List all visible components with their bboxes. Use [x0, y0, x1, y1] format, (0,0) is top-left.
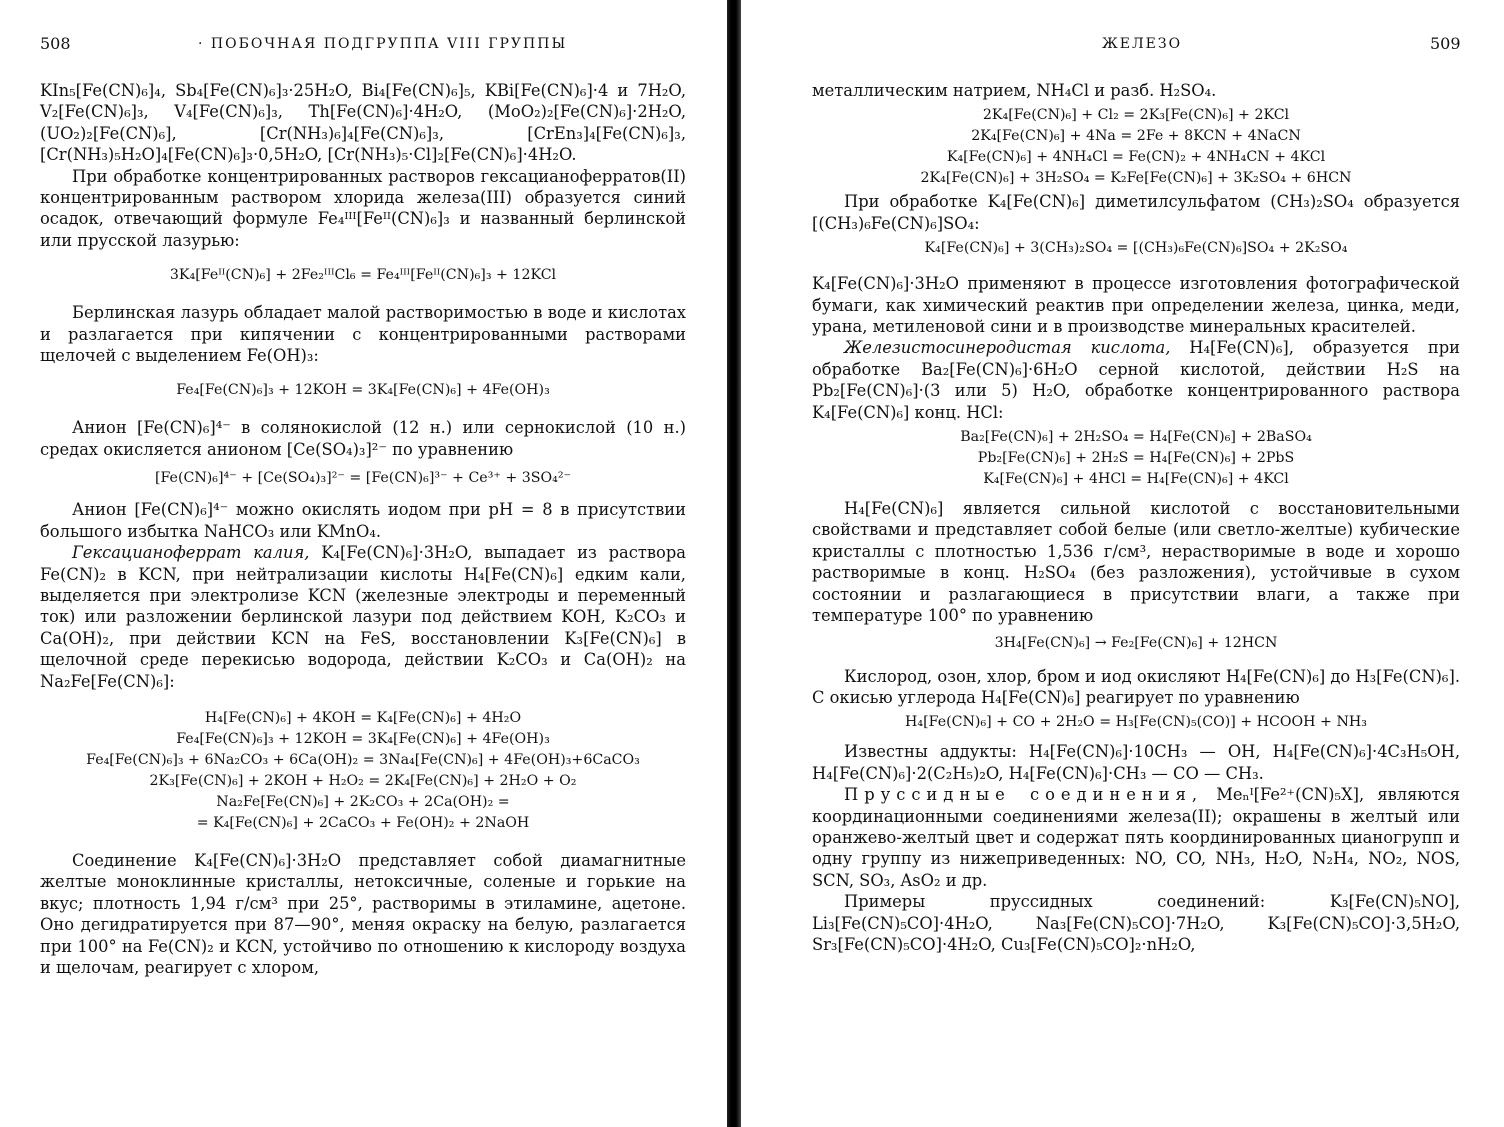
- equation: Fe₄[Fe(CN)₆]₃ + 12KOH = 3K₄[Fe(CN)₆] + 4Fe(OH)₃: [176, 382, 550, 399]
- text-column: [40, 80, 686, 978]
- term-italic: Гексацианоферрат калия,: [72, 543, 310, 563]
- paragraph: Железистосинеродистая кислота, H₄[Fe(CN)₆], образуется при обработке Ba₂[Fe(CN)₆]·6H₂O серной кислотой, действии H₂S на Pb₂[Fe(CN)₆]·(3 или 5) H₂O, обработке концентрированного раствора K₄[Fe(CN)₆] конц. HCl:: [812, 338, 1460, 422]
- text-column: [812, 80, 1460, 955]
- paragraph: Известны аддукты: H₄[Fe(CN)₆]·10CH₃ — OH, H₄[Fe(CN)₆]·4C₃H₅OH, H₄[Fe(CN)₆]·2(C₂H₅)₂O, H₄[Fe(CN)₆]·CH₃ — CO — CH₃.: [812, 742, 1460, 783]
- equation: 3K₄[Feᴵᴵ(CN)₆] + 2Fe₂ᴵᴵᴵCl₆ = Fe₄ᴵᴵᴵ[Feᴵᴵ(CN)₆]₃ + 12KCl: [169, 267, 557, 284]
- term-spaced: Прусcидные соединения,: [844, 785, 1204, 805]
- equation: = K₄[Fe(CN)₆] + 2CaCO₃ + Fe(OH)₂ + 2NaOH: [196, 814, 530, 831]
- paragraph: При обработке K₄[Fe(CN)₆] диметилсульфатом (CH₃)₂SO₄ образуется [(CH₃)₆Fe(CN)₆]SO₄:: [812, 192, 1460, 233]
- left-page: [0, 0, 728, 1127]
- paragraph: Анион [Fe(CN)₆]⁴⁻ в солянокислой (12 н.) или сернокислой (10 н.) средах окисляется анионом [Ce(SO₄)₃]²⁻ по уравнению: [40, 418, 686, 459]
- book-gutter: [727, 0, 741, 1127]
- equation: 3H₄[Fe(CN)₆] → Fe₂[Fe(CN)₆] + 12HCN: [994, 634, 1278, 651]
- equation: Na₂Fe[Fe(CN)₆] + 2K₂CO₃ + 2Ca(OH)₂ =: [216, 793, 510, 810]
- running-head: · ПОБОЧНАЯ ПОДГРУППА VIII ГРУППЫ: [198, 36, 568, 52]
- page-number: 509: [1430, 34, 1461, 53]
- equation: Fe₄[Fe(CN)₆]₃ + 6Na₂CO₃ + 6Ca(OH)₂ = 3Na₄[Fe(CN)₆] + 4Fe(OH)₃+6CaCO₃: [86, 751, 640, 768]
- paragraph: K₄[Fe(CN)₆]·3H₂O применяют в процессе изготовления фотографической бумаги, как химический реактив при определении железа, цинка, меди, урана, метиленовой сини и в производстве минеральных красителей.: [812, 274, 1460, 337]
- term-italic: Железистосинеродистая кислота,: [844, 338, 1171, 358]
- equation: K₄[Fe(CN)₆] + 3(CH₃)₂SO₄ = [(CH₃)₆Fe(CN)₆]SO₄ + 2K₂SO₄: [924, 240, 1348, 257]
- equation: Pb₂[Fe(CN)₆] + 2H₂S = H₄[Fe(CN)₆] + 2PbS: [977, 450, 1295, 467]
- running-head: ЖЕЛЕЗО: [1102, 36, 1183, 52]
- paragraph: H₄[Fe(CN)₆] является сильной кислотой с восстановительными свойствами и представляет собой белые (или светло-желтые) кубические кристаллы с плотностью 1,536 г/см³, нерастворимые в воде и хорошо растворимые в конц. H₂SO₄ (без разложения), устойчивые в сухом состоянии и разлагающиеся в присутствии влаги, а также при температуре 100° по уравнению: [812, 499, 1460, 626]
- paragraph: Соединение K₄[Fe(CN)₆]·3H₂O представляет собой диамагнитные желтые моноклинные кристаллы, нетоксичные, соленые и горькие на вкус; плотность 1,94 г/см³ при 25°, растворимы в этиламине, ацетоне. Оно дегидратируется при 87—90°, меняя окраску на белую, разлагается при 100° на Fe(CN)₂ и KCN, устойчиво по отношению к кислороду воздуха и щелочам, реагирует с хлором,: [40, 850, 686, 977]
- paragraph: При обработке концентрированных растворов гексацианоферратов(II) концентрированным раствором хлорида железа(III) образуется синий осадок, отвечающий формуле Fe₄ᴵᴵᴵ[Feᴵᴵ(CN)₆]₃ и названный берлинской или прусской лазурью:: [40, 166, 686, 250]
- equation: 2K₄[Fe(CN)₆] + Cl₂ = 2K₃[Fe(CN)₆] + 2KCl: [982, 107, 1290, 124]
- paragraph: Берлинская лазурь обладает малой растворимостью в воде и кислотах и разлагается при кипячении с концентрированными растворами щелочей с выделением Fe(OH)₃:: [40, 303, 686, 366]
- equation: 2K₄[Fe(CN)₆] + 3H₂SO₄ = K₂Fe[Fe(CN)₆] + 3K₂SO₄ + 6HCN: [920, 170, 1352, 187]
- equation: K₄[Fe(CN)₆] + 4NH₄Cl = Fe(CN)₂ + 4NH₄CN + 4KCl: [946, 149, 1326, 166]
- equation: H₄[Fe(CN)₆] + 4KOH = K₄[Fe(CN)₆] + 4H₂O: [204, 709, 522, 726]
- equation: [Fe(CN)₆]⁴⁻ + [Ce(SO₄)₃]²⁻ = [Fe(CN)₆]³⁻ + Ce³⁺ + 3SO₄²⁻: [154, 470, 572, 487]
- paragraph: Гексацианоферрат калия, K₄[Fe(CN)₆]·3H₂O, выпадает из раствора Fe(CN)₂ в KCN, при нейтрализации кислоты H₄[Fe(CN)₆] едким кали, выделяется при электролизе KCN (железные электроды и переменный ток) или разложении берлинской лазури под действием KOH, K₂CO₃ и Ca(OH)₂, при действии KCN на FeS, восстановлении K₃[Fe(CN)₆] в щелочной среде перекисью водорода, действии K₂CO₃ и Ca(OH)₂ на Na₂Fe[Fe(CN)₆]:: [40, 543, 686, 691]
- equation: Ba₂[Fe(CN)₆] + 2H₂SO₄ = H₄[Fe(CN)₆] + 2BaSO₄: [960, 429, 1312, 446]
- right-page: [740, 0, 1504, 1127]
- equation: 2K₄[Fe(CN)₆] + 4Na = 2Fe + 8KCN + 4NaCN: [971, 128, 1301, 145]
- paragraph: металлическим натрием, NH₄Cl и разб. H₂SO₄.: [812, 81, 1217, 100]
- paragraph: KIn₅[Fe(CN)₆]₄, Sb₄[Fe(CN)₆]₃·25H₂O, Bi₄[Fe(CN)₆]₅, KBi[Fe(CN)₆]·4 и 7H₂O, V₂[Fe(CN)₆]₃, V₄[Fe(CN)₆]₃, Th[Fe(CN)₆]·4H₂O, (MoO₂)₂[Fe(CN)₆]·2H₂O, (UO₂)₂[Fe(CN)₆], [Cr(NH₃)₆]₄[Fe(CN)₆]₃, [CrEn₃]₄[Fe(CN)₆]₃, [Cr(NH₃)₅H₂O]₄[Fe(CN)₆]₃·0,5H₂O, [Cr(NH₃)₅·Cl]₂[Fe(CN)₆]·4H₂O.: [40, 81, 686, 165]
- paragraph: Прусcидные соединения, Meₙᴵ[Fe²⁺(CN)₅X], являются координационными соединениями железа(II); окрашены в желтый или оранжево-желтый цвет и содержат пять координированных цианогрупп и одну группу из нижеприведенных: NO, CO, NH₃, H₂O, N₂H₄, NO₂, NOS, SCN, SO₃, AsO₂ и др.: [812, 785, 1460, 890]
- page-number: 508: [40, 34, 71, 53]
- paragraph: Примеры пруссидных соединений: K₃[Fe(CN)₅NO], Li₃[Fe(CN)₅CO]·4H₂O, Na₃[Fe(CN)₅CO]·7H₂O, K₃[Fe(CN)₅CO]·3,5H₂O, Sr₃[Fe(CN)₅CO]·4H₂O, Cu₃[Fe(CN)₅CO]₂·nH₂O,: [812, 892, 1460, 954]
- paragraph: Кислород, озон, хлор, бром и иод окисляют H₄[Fe(CN)₆] до H₃[Fe(CN)₆]. С окисью углерода H₄[Fe(CN)₆] реагирует по уравнению: [812, 666, 1460, 707]
- equation: 2K₃[Fe(CN)₆] + 2KOH + H₂O₂ = 2K₄[Fe(CN)₆] + 2H₂O + O₂: [149, 772, 577, 789]
- paragraph: Анион [Fe(CN)₆]⁴⁻ можно окислять иодом при pH = 8 в присутствии большого избытка NaHCO₃ или KMnO₄.: [40, 500, 686, 541]
- equation: K₄[Fe(CN)₆] + 4HCl = H₄[Fe(CN)₆] + 4KCl: [983, 471, 1289, 488]
- equation: Fe₄[Fe(CN)₆]₃ + 12KOH = 3K₄[Fe(CN)₆] + 4Fe(OH)₃: [176, 730, 550, 747]
- equation: H₄[Fe(CN)₆] + CO + 2H₂O = H₃[Fe(CN)₅(CO)] + HCOOH + NH₃: [905, 714, 1367, 731]
